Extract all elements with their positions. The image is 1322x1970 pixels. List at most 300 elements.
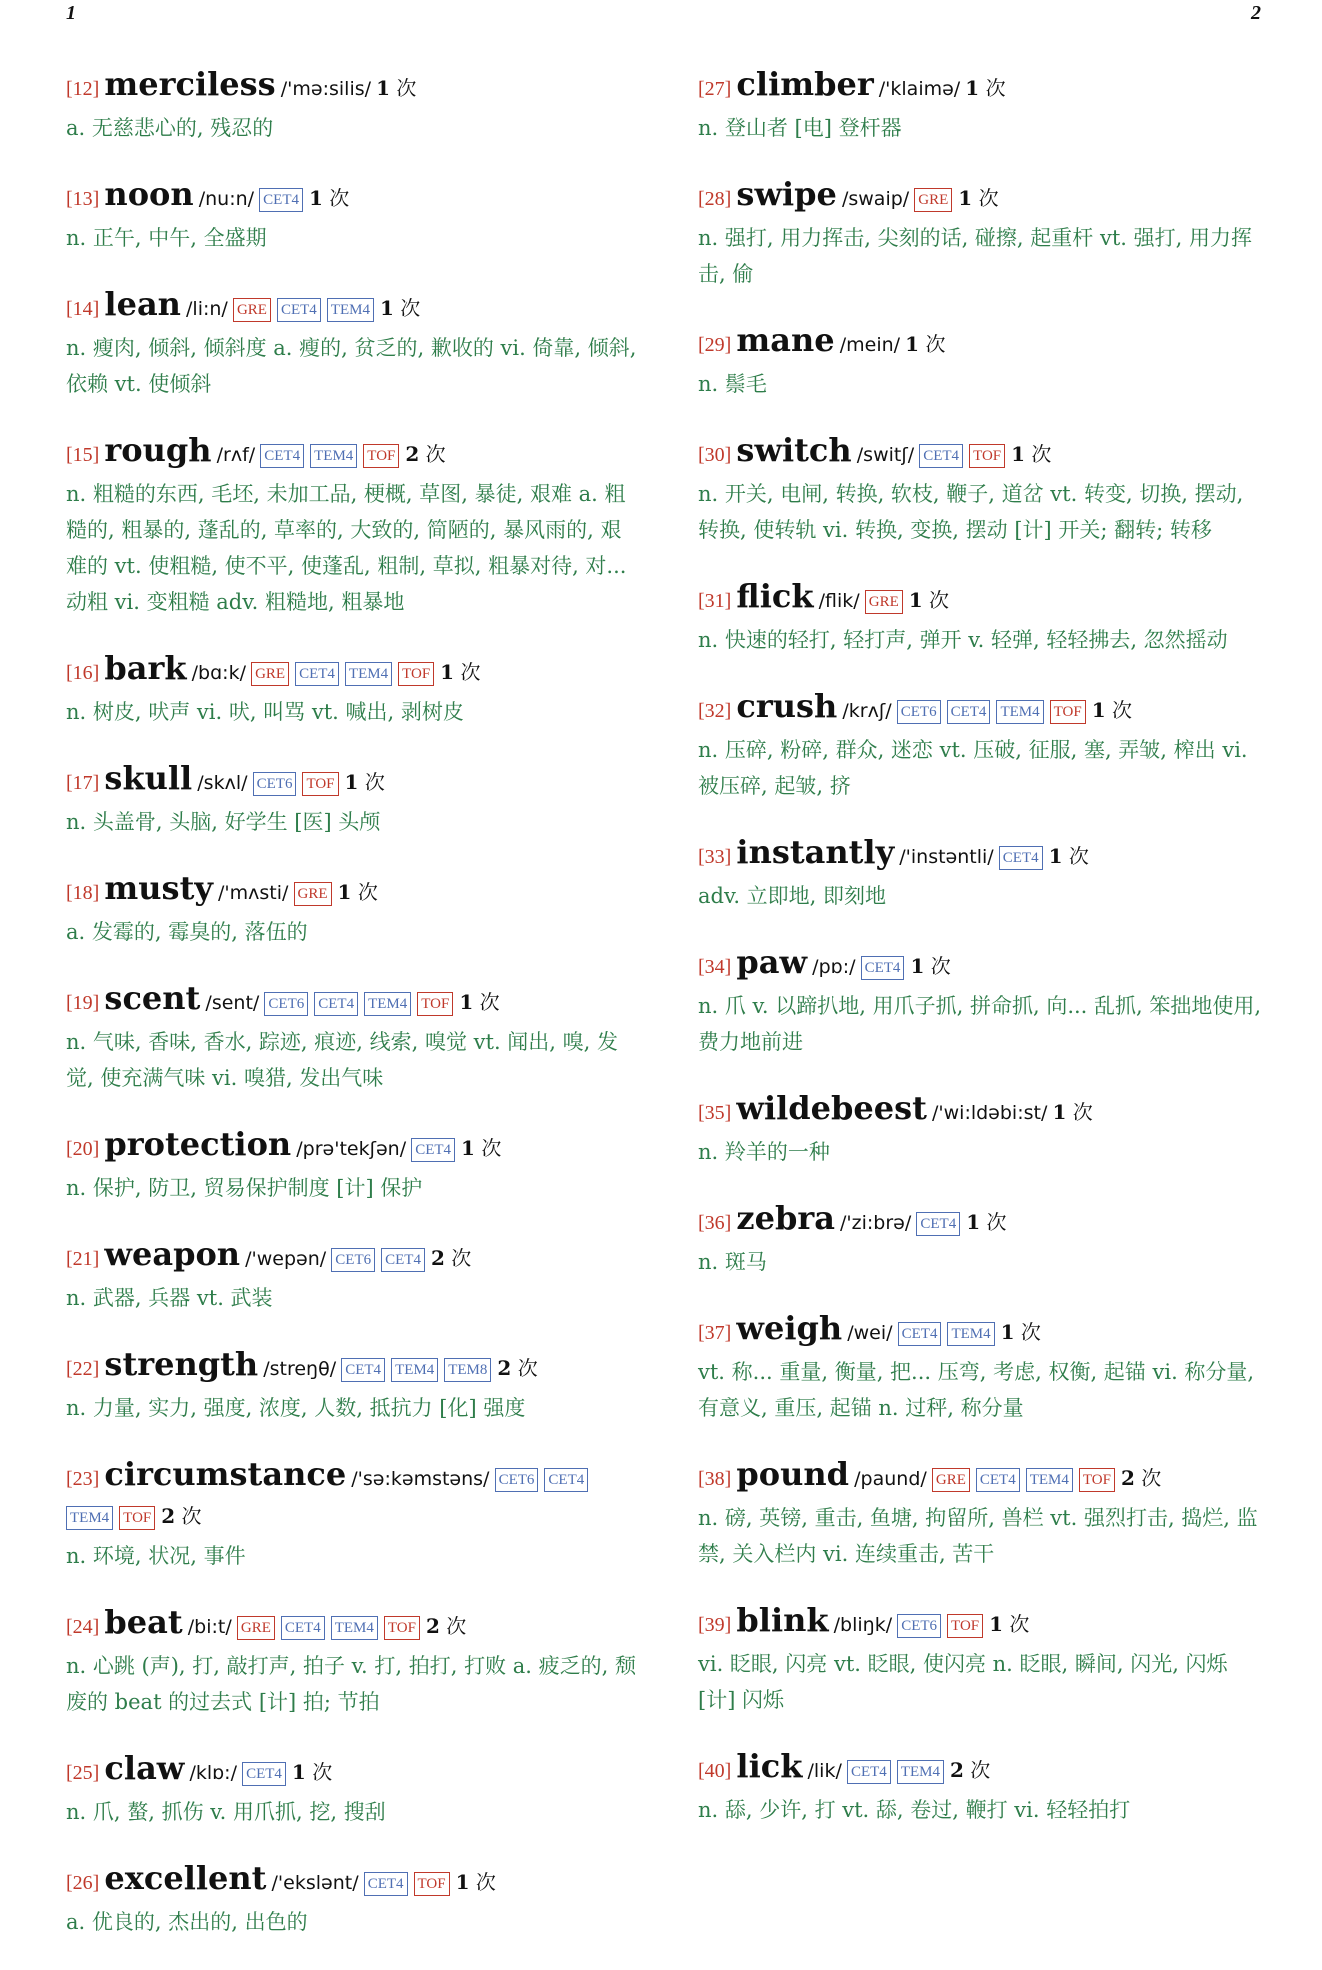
entry-headline xyxy=(66,432,638,474)
entry-headline xyxy=(698,66,1270,108)
entry-index: [24] xyxy=(66,1616,100,1638)
count-suffix: 次 xyxy=(451,1246,472,1270)
entry-headline xyxy=(698,1200,1270,1242)
occurrence-count xyxy=(376,76,416,100)
headword: zebra xyxy=(736,1199,835,1237)
occurrence-count xyxy=(456,1870,496,1894)
definition: n. 爪, 螯, 抓伤 v. 用爪抓, 挖, 搜刮 xyxy=(66,1800,386,1824)
exam-tag-badge: CET6 xyxy=(897,700,941,724)
exam-tag-badge: CET4 xyxy=(916,1212,960,1236)
count-number: 1 xyxy=(344,770,359,794)
phonetic: /skʌl/ xyxy=(197,772,248,794)
headword: lean xyxy=(104,285,181,323)
exam-tag-badge: CET4 xyxy=(999,846,1043,870)
vocab-entry xyxy=(66,650,638,730)
count-suffix: 次 xyxy=(970,1758,991,1782)
exam-tag-badge: CET4 xyxy=(242,1762,286,1786)
headword: blink xyxy=(736,1601,829,1639)
occurrence-count xyxy=(338,880,378,904)
occurrence-count xyxy=(292,1760,332,1784)
count-suffix: 次 xyxy=(978,186,999,210)
vocab-entry xyxy=(66,1126,638,1206)
count-number: 2 xyxy=(405,442,420,466)
occurrence-count xyxy=(905,332,945,356)
exam-tag-badge: CET4 xyxy=(919,444,963,468)
exam-tag-badge: GRE xyxy=(914,188,952,212)
entry-headline xyxy=(66,1750,638,1792)
entry-index: [30] xyxy=(698,444,732,466)
exam-tag-badge: TOF xyxy=(363,444,399,468)
vocab-entry xyxy=(698,688,1270,804)
headword: claw xyxy=(104,1749,185,1787)
entry-index: [20] xyxy=(66,1138,100,1160)
entry-headline xyxy=(698,1310,1270,1352)
headword: wildebeest xyxy=(736,1089,927,1127)
headword: lick xyxy=(736,1747,803,1785)
headword: crush xyxy=(736,687,838,725)
headword: musty xyxy=(104,869,213,907)
vocab-entry xyxy=(698,1090,1270,1170)
phonetic: /bɑ:k/ xyxy=(191,662,246,684)
definition: n. 斑马 xyxy=(698,1250,767,1274)
exam-tag-badge: TOF xyxy=(1050,700,1086,724)
count-suffix: 次 xyxy=(517,1356,538,1380)
count-suffix: 次 xyxy=(930,954,951,978)
entry-index: [32] xyxy=(698,700,732,722)
count-number: 1 xyxy=(455,1870,470,1894)
count-suffix: 次 xyxy=(181,1504,202,1528)
exam-tag-badge: TEM4 xyxy=(327,298,374,322)
occurrence-count xyxy=(497,1356,537,1380)
vocab-entry xyxy=(66,432,638,620)
entry-index: [23] xyxy=(66,1468,100,1490)
count-suffix: 次 xyxy=(446,1614,467,1638)
phonetic: /bliŋk/ xyxy=(833,1614,893,1636)
entry-index: [19] xyxy=(66,992,100,1014)
entry-index: [39] xyxy=(698,1614,732,1636)
vocab-entry xyxy=(66,176,638,256)
entry-headline xyxy=(66,1126,638,1168)
phonetic: /'mə:silis/ xyxy=(280,78,372,100)
count-number: 1 xyxy=(908,588,923,612)
count-number: 1 xyxy=(1091,698,1106,722)
count-suffix: 次 xyxy=(460,660,481,684)
headword: noon xyxy=(104,175,194,213)
definition: n. 树皮, 吠声 vi. 吠, 叫骂 vt. 喊出, 剥树皮 xyxy=(66,700,464,724)
definition: n. 强打, 用力挥击, 尖刻的话, 碰擦, 起重杆 vt. 强打, 用力挥击, 偷 xyxy=(698,226,1252,286)
definition: n. 保护, 防卫, 贸易保护制度 [计] 保护 xyxy=(66,1176,423,1200)
exam-tag-badge: TOF xyxy=(384,1616,420,1640)
phonetic: /streŋθ/ xyxy=(263,1358,337,1380)
exam-tag-badge: CET4 xyxy=(277,298,321,322)
count-suffix: 次 xyxy=(400,296,421,320)
vocab-entry xyxy=(66,1750,638,1830)
vocab-entry xyxy=(66,1604,638,1720)
phonetic: /li:n/ xyxy=(186,298,228,320)
count-suffix: 次 xyxy=(357,880,378,904)
entry-index: [15] xyxy=(66,444,100,466)
entry-index: [34] xyxy=(698,956,732,978)
phonetic: /klɒ:/ xyxy=(189,1762,237,1784)
exam-tag-badge: CET4 xyxy=(314,992,358,1016)
definition: n. 武器, 兵器 vt. 武装 xyxy=(66,1286,273,1310)
exam-tag-badge: GRE xyxy=(233,298,271,322)
occurrence-count xyxy=(380,296,420,320)
phonetic: /flik/ xyxy=(818,590,860,612)
exam-tag-badge: CET6 xyxy=(264,992,308,1016)
entry-index: [17] xyxy=(66,772,100,794)
exam-tag-badge: CET4 xyxy=(381,1248,425,1272)
entry-headline xyxy=(698,578,1270,620)
exam-tag-badge: CET6 xyxy=(495,1468,539,1492)
headword: beat xyxy=(104,1603,183,1641)
count-number: 1 xyxy=(379,296,394,320)
entry-headline xyxy=(66,66,638,108)
headword: flick xyxy=(736,577,814,615)
exam-tag-badge: GRE xyxy=(237,1616,275,1640)
exam-tag-badge: CET4 xyxy=(281,1616,325,1640)
exam-tag-badge: CET6 xyxy=(897,1614,941,1638)
count-suffix: 次 xyxy=(396,76,417,100)
exam-tag-badge: TOF xyxy=(414,1872,450,1896)
headword: bark xyxy=(104,649,187,687)
exam-tag-badge: TEM4 xyxy=(331,1616,378,1640)
count-number: 2 xyxy=(1120,1466,1135,1490)
exam-tag-badge: TEM4 xyxy=(1026,1468,1073,1492)
definition: n. 气味, 香味, 香水, 踪迹, 痕迹, 线索, 嗅觉 vt. 闻出, 嗅, 发觉, 使充满气味 vi. 嗅猎, 发出气味 xyxy=(66,1030,619,1090)
entry-index: [21] xyxy=(66,1248,100,1270)
definition: n. 开关, 电闸, 转换, 软枝, 鞭子, 道岔 vt. 转变, 切换, 摆动, 转换, 使转轨 vi. 转换, 变换, 摆动 [计] 开关; 翻转; 转移 xyxy=(698,482,1244,542)
occurrence-count xyxy=(950,1758,990,1782)
occurrence-count xyxy=(966,1210,1006,1234)
phonetic: /rʌf/ xyxy=(216,444,256,466)
count-number: 1 xyxy=(376,76,391,100)
definition: n. 头盖骨, 头脑, 好学生 [医] 头颅 xyxy=(66,810,381,834)
page-number-right: 2 xyxy=(1251,2,1261,24)
definition: n. 舔, 少许, 打 vt. 舔, 卷过, 鞭打 vi. 轻轻拍打 xyxy=(698,1798,1131,1822)
count-suffix: 次 xyxy=(1009,1612,1030,1636)
exam-tag-badge: TEM4 xyxy=(996,700,1043,724)
exam-tag-badge: GRE xyxy=(865,590,903,614)
definition: n. 羚羊的一种 xyxy=(698,1140,830,1164)
occurrence-count xyxy=(1011,442,1051,466)
entry-headline xyxy=(698,1602,1270,1644)
phonetic: /'wi:ldəbi:st/ xyxy=(932,1102,1048,1124)
entry-headline xyxy=(66,286,638,328)
exam-tag-badge: TEM4 xyxy=(947,1322,994,1346)
phonetic: /paund/ xyxy=(854,1468,927,1490)
occurrence-count xyxy=(1121,1466,1161,1490)
entry-headline xyxy=(698,1748,1270,1790)
count-suffix: 次 xyxy=(1020,1320,1041,1344)
exam-tag-badge: CET4 xyxy=(947,700,991,724)
entry-headline xyxy=(66,870,638,912)
entry-headline xyxy=(698,688,1270,730)
exam-tag-badge: TEM8 xyxy=(444,1358,491,1382)
count-number: 1 xyxy=(309,186,323,210)
occurrence-count xyxy=(431,1246,471,1270)
entry-index: [26] xyxy=(66,1872,100,1894)
entry-index: [33] xyxy=(698,846,732,868)
count-suffix: 次 xyxy=(1068,844,1089,868)
count-number: 1 xyxy=(1048,844,1063,868)
exam-tag-badge: TOF xyxy=(947,1614,983,1638)
entry-headline xyxy=(66,1236,638,1278)
vocab-entry xyxy=(66,980,638,1096)
headword: instantly xyxy=(736,833,895,871)
entry-index: [13] xyxy=(66,188,100,210)
occurrence-count xyxy=(459,990,499,1014)
headword: scent xyxy=(104,979,201,1017)
entry-index: [16] xyxy=(66,662,100,684)
vocab-entry xyxy=(66,1860,638,1940)
exam-tag-badge: CET6 xyxy=(253,772,297,796)
vocab-entry xyxy=(66,1236,638,1316)
exam-tag-badge: CET4 xyxy=(259,188,303,212)
definition: vt. 称... 重量, 衡量, 把... 压弯, 考虑, 权衡, 起锚 vi. 称分量, 有意义, 重压, 起锚 n. 过秤, 称分量 xyxy=(698,1360,1255,1420)
exam-tag-badge: CET4 xyxy=(341,1358,385,1382)
count-number: 1 xyxy=(459,990,474,1014)
definition: n. 正午, 中午, 全盛期 xyxy=(66,226,267,250)
vocab-entry xyxy=(698,432,1270,548)
count-number: 1 xyxy=(910,954,925,978)
definition: n. 瘦肉, 倾斜, 倾斜度 a. 瘦的, 贫乏的, 歉收的 vi. 倚靠, 倾斜, 依赖 vt. 使倾斜 xyxy=(66,336,637,396)
entry-index: [31] xyxy=(698,590,732,612)
count-number: 2 xyxy=(425,1614,440,1638)
headword: strength xyxy=(104,1345,259,1383)
phonetic: /mein/ xyxy=(839,334,901,356)
entry-headline xyxy=(698,944,1270,986)
entry-index: [28] xyxy=(698,188,732,210)
headword: paw xyxy=(736,943,808,981)
count-number: 1 xyxy=(966,1210,981,1234)
headword: merciless xyxy=(104,65,276,103)
vocab-entry xyxy=(698,1602,1270,1718)
phonetic: /'instəntli/ xyxy=(899,846,994,868)
entry-headline xyxy=(66,980,638,1022)
phonetic: /'wepən/ xyxy=(245,1248,327,1270)
entry-index: [25] xyxy=(66,1762,100,1784)
vocab-entry xyxy=(698,322,1270,402)
entry-headline xyxy=(66,650,638,692)
occurrence-count xyxy=(1092,698,1132,722)
definition: n. 粗糙的东西, 毛坯, 未加工品, 梗概, 草图, 暴徒, 艰难 a. 粗糙的, 粗暴的, 蓬乱的, 草率的, 大致的, 简陋的, 暴风雨的, 艰难的 vt. 使粗糙, 使不平, 使蓬乱, 粗制, 草拟, 粗暴对待, 对... 动粗 vi. 变粗糙 adv. 粗糙地, 粗暴地 xyxy=(66,482,627,614)
definition: n. 登山者 [电] 登杆器 xyxy=(698,116,902,140)
occurrence-count xyxy=(989,1612,1029,1636)
headword: switch xyxy=(736,431,852,469)
exam-tag-badge: CET4 xyxy=(898,1322,942,1346)
headword: skull xyxy=(104,759,193,797)
exam-tag-badge: TOF xyxy=(1079,1468,1115,1492)
definition: n. 环境, 状况, 事件 xyxy=(66,1544,246,1568)
definition: n. 快速的轻打, 轻打声, 弹开 v. 轻弹, 轻轻拂去, 忽然摇动 xyxy=(698,628,1228,652)
count-number: 1 xyxy=(1000,1320,1015,1344)
exam-tag-badge: TEM4 xyxy=(345,662,392,686)
vocab-entry xyxy=(66,66,638,146)
phonetic: /'sə:kəmstəns/ xyxy=(351,1468,490,1490)
count-suffix: 次 xyxy=(481,1136,502,1160)
exam-tag-badge: CET4 xyxy=(364,1872,408,1896)
exam-tag-badge: CET6 xyxy=(331,1248,375,1272)
occurrence-count xyxy=(440,660,480,684)
count-suffix: 次 xyxy=(986,1210,1007,1234)
definition: n. 心跳 (声), 打, 敲打声, 拍子 v. 打, 拍打, 打败 a. 疲乏的, 颓废的 beat 的过去式 [计] 拍; 节拍 xyxy=(66,1654,636,1714)
definition: adv. 立即地, 即刻地 xyxy=(698,884,887,908)
count-number: 1 xyxy=(461,1136,475,1160)
left-column xyxy=(66,66,638,1970)
count-suffix: 次 xyxy=(329,186,350,210)
entry-headline xyxy=(66,1456,638,1536)
exam-tag-badge: GRE xyxy=(294,882,332,906)
right-column xyxy=(698,66,1270,1858)
entry-index: [40] xyxy=(698,1760,732,1782)
exam-tag-badge: CET4 xyxy=(861,956,905,980)
headword: pound xyxy=(736,1455,850,1493)
exam-tag-badge: CET4 xyxy=(295,662,339,686)
entry-index: [36] xyxy=(698,1212,732,1234)
phonetic: /prə'tekʃən/ xyxy=(296,1138,407,1160)
count-number: 1 xyxy=(965,76,980,100)
headword: mane xyxy=(736,321,835,359)
exam-tag-badge: CET4 xyxy=(260,444,304,468)
entry-index: [18] xyxy=(66,882,100,904)
vocab-entry xyxy=(698,1200,1270,1280)
vocab-entry xyxy=(66,1456,638,1574)
entry-headline xyxy=(66,1346,638,1388)
entry-headline xyxy=(698,176,1270,218)
phonetic: /lik/ xyxy=(807,1760,842,1782)
page-number-left: 1 xyxy=(66,2,76,24)
headword: rough xyxy=(104,431,212,469)
entry-headline xyxy=(698,1090,1270,1132)
count-number: 1 xyxy=(1011,442,1026,466)
headword: protection xyxy=(104,1125,292,1163)
exam-tag-badge: TOF xyxy=(417,992,453,1016)
exam-tag-badge: TOF xyxy=(969,444,1005,468)
exam-tag-badge: CET4 xyxy=(411,1138,455,1162)
count-suffix: 次 xyxy=(1111,698,1132,722)
phonetic: /pɒ:/ xyxy=(812,956,856,978)
entry-index: [35] xyxy=(698,1102,732,1124)
count-number: 1 xyxy=(1052,1100,1067,1124)
count-number: 1 xyxy=(291,1760,306,1784)
occurrence-count xyxy=(309,186,349,210)
occurrence-count xyxy=(1052,1100,1092,1124)
entry-headline xyxy=(66,760,638,802)
exam-tag-badge: TOF xyxy=(119,1506,155,1530)
definition: n. 磅, 英镑, 重击, 鱼塘, 拘留所, 兽栏 vt. 强烈打击, 捣烂, 监禁, 关入栏内 vi. 连续重击, 苦干 xyxy=(698,1506,1258,1566)
occurrence-count xyxy=(965,76,1005,100)
phonetic: /bi:t/ xyxy=(187,1616,232,1638)
entry-headline xyxy=(698,322,1270,364)
count-number: 2 xyxy=(430,1246,445,1270)
occurrence-count xyxy=(1049,844,1089,868)
definition: n. 爪 v. 以蹄扒地, 用爪子抓, 拼命抓, 向... 乱抓, 笨拙地使用, 费力地前进 xyxy=(698,994,1262,1054)
definition: n. 鬃毛 xyxy=(698,372,767,396)
occurrence-count xyxy=(910,954,950,978)
vocab-entry xyxy=(698,1748,1270,1828)
count-suffix: 次 xyxy=(925,332,946,356)
headword: climber xyxy=(736,65,874,103)
entry-headline xyxy=(698,834,1270,876)
exam-tag-badge: TEM4 xyxy=(391,1358,438,1382)
count-suffix: 次 xyxy=(364,770,385,794)
entry-index: [27] xyxy=(698,78,732,100)
vocab-entry xyxy=(698,1310,1270,1426)
count-number: 1 xyxy=(905,332,920,356)
exam-tag-badge: GRE xyxy=(251,662,289,686)
count-suffix: 次 xyxy=(985,76,1006,100)
headword: excellent xyxy=(104,1859,267,1897)
exam-tag-badge: TOF xyxy=(302,772,338,796)
definition: a. 发霉的, 霉臭的, 落伍的 xyxy=(66,920,308,944)
definition: vi. 眨眼, 闪亮 vt. 眨眼, 使闪亮 n. 眨眼, 瞬间, 闪光, 闪烁 [计] 闪烁 xyxy=(698,1652,1228,1712)
vocab-entry xyxy=(66,286,638,402)
phonetic: /swaip/ xyxy=(841,188,910,210)
count-suffix: 次 xyxy=(1141,1466,1162,1490)
headword: swipe xyxy=(736,175,837,213)
exam-tag-badge: CET4 xyxy=(544,1468,588,1492)
count-number: 1 xyxy=(337,880,352,904)
phonetic: /nu:n/ xyxy=(198,188,255,210)
entry-index: [12] xyxy=(66,78,100,100)
vocab-entry xyxy=(698,578,1270,658)
count-number: 1 xyxy=(958,186,973,210)
definition: a. 无慈悲心的, 残忍的 xyxy=(66,116,274,140)
count-number: 2 xyxy=(497,1356,512,1380)
count-suffix: 次 xyxy=(1072,1100,1093,1124)
entry-index: [37] xyxy=(698,1322,732,1344)
exam-tag-badge: TEM4 xyxy=(310,444,357,468)
count-suffix: 次 xyxy=(479,990,500,1014)
occurrence-count xyxy=(909,588,949,612)
definition: a. 优良的, 杰出的, 出色的 xyxy=(66,1910,308,1934)
occurrence-count xyxy=(426,1614,466,1638)
definition: n. 压碎, 粉碎, 群众, 迷恋 vt. 压破, 征服, 塞, 弄皱, 榨出 vi. 被压碎, 起皱, 挤 xyxy=(698,738,1248,798)
occurrence-count xyxy=(345,770,385,794)
count-number: 2 xyxy=(949,1758,964,1782)
vocab-entry xyxy=(698,834,1270,914)
entry-headline xyxy=(66,1604,638,1646)
entry-index: [38] xyxy=(698,1468,732,1490)
count-number: 1 xyxy=(440,660,455,684)
entry-index: [14] xyxy=(66,298,100,320)
count-suffix: 次 xyxy=(312,1760,333,1784)
entry-headline xyxy=(698,432,1270,474)
phonetic: /'ekslənt/ xyxy=(271,1872,359,1894)
count-number: 1 xyxy=(989,1612,1004,1636)
entry-index: [22] xyxy=(66,1358,100,1380)
headword: weapon xyxy=(104,1235,241,1273)
occurrence-count xyxy=(161,1504,201,1528)
occurrence-count xyxy=(405,442,445,466)
phonetic: /wei/ xyxy=(847,1322,893,1344)
exam-tag-badge: TOF xyxy=(398,662,434,686)
entry-headline xyxy=(66,176,638,218)
exam-tag-badge: CET4 xyxy=(976,1468,1020,1492)
headword: weigh xyxy=(736,1309,843,1347)
phonetic: /'mʌsti/ xyxy=(218,882,289,904)
entry-index: [29] xyxy=(698,334,732,356)
phonetic: /krʌʃ/ xyxy=(842,700,892,722)
vocab-entry xyxy=(66,870,638,950)
headword: circumstance xyxy=(104,1455,347,1493)
occurrence-count xyxy=(958,186,998,210)
definition: n. 力量, 实力, 强度, 浓度, 人数, 抵抗力 [化] 强度 xyxy=(66,1396,526,1420)
exam-tag-badge: CET4 xyxy=(847,1760,891,1784)
exam-tag-badge: GRE xyxy=(932,1468,970,1492)
phonetic: /'klaimə/ xyxy=(878,78,961,100)
